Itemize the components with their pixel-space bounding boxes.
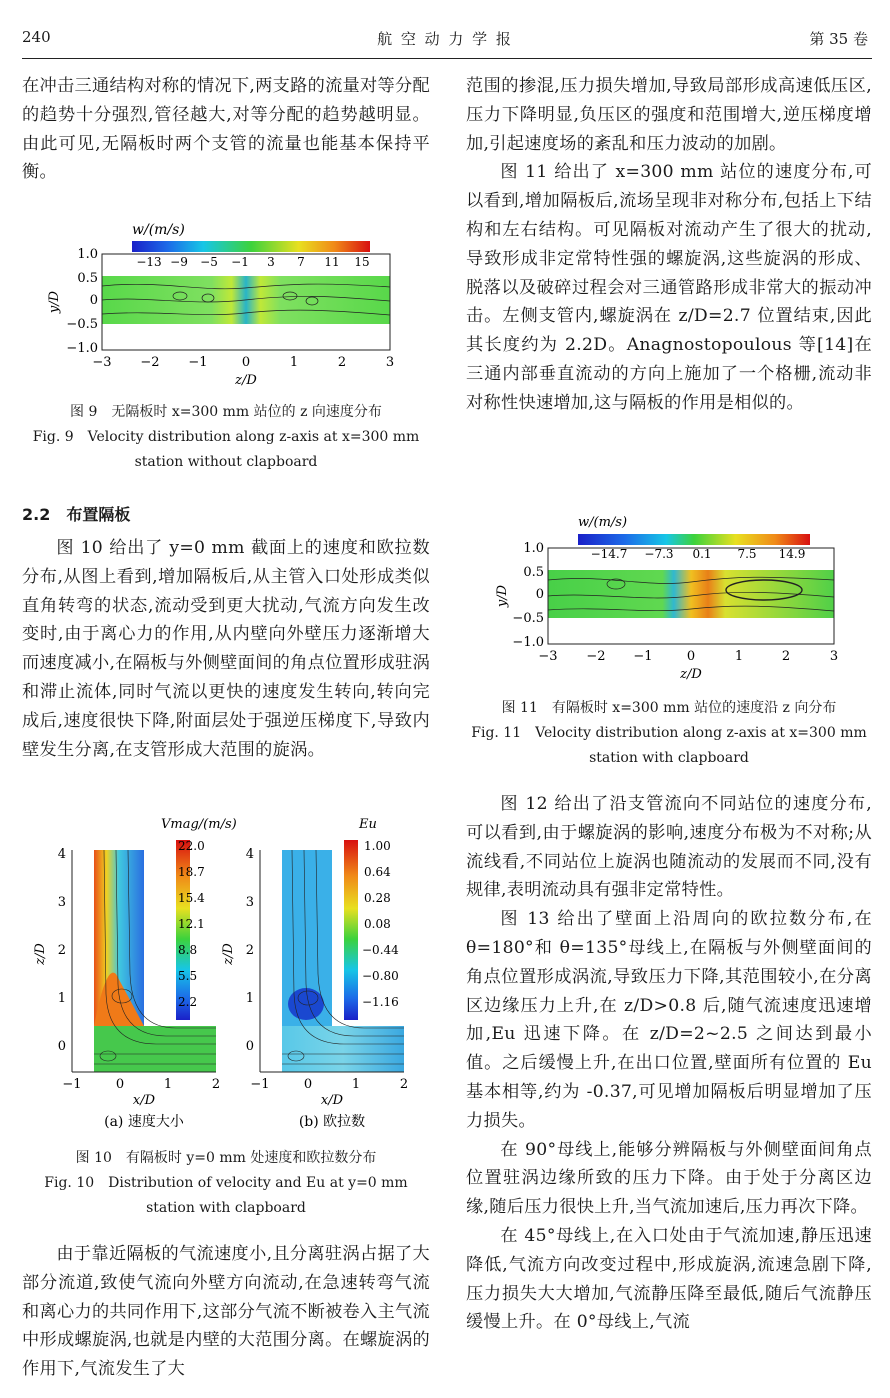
fig11-y-ticks (512, 541, 544, 650)
fig9-x-tick: −2 (140, 355, 160, 370)
fig9-cb-tick: −13 (136, 255, 162, 269)
fig11-cb-tick: 7.5 (737, 547, 757, 561)
fig11-x-tick: −1 (633, 649, 653, 664)
fig10a-cb-tick: 18.7 (178, 865, 205, 879)
fig11-caption-en2: station with clapboard (589, 750, 749, 766)
right-para-2: 图 11 给出了 x=300 mm 站位的速度分布,可以看到,增加隔板后,流场呈现非对称分布,包括上下结构和左右结构。可见隔板对流动产生了很大的扰动,导致形成非定常特性强的螺旋涡,这些旋涡的形成、脱落以及破碎过程会对三通管路形成非常大的振动冲击。左侧支管内,螺旋涡在 z/D=2.7 位置结束,因此其长度约为 2.2D。Anagnostopoulous 等[14]在三通内部垂直流动的方向上施加了一个格栅,流动非对称性快速增加,这与隔板的作用是相似的。 (466, 162, 872, 413)
fig9-cb-tick: 7 (297, 255, 305, 269)
figure-11 (496, 510, 846, 682)
fig11-colorbar-ticks (591, 547, 806, 561)
fig11-y-tick: −1.0 (512, 635, 544, 650)
fig11-caption-en1: Fig. 11 Velocity distribution along z-axis at x=300 mm (471, 725, 867, 741)
fig11-x-tick: −2 (586, 649, 606, 664)
fig10-caption (22, 1146, 430, 1221)
right-para-1: 范围的掺混,压力损失增加,导致局部形成高速低压区,压力下降明显,负压区的强度和范围增大,逆压梯度增加,引起速度场的紊乱和压力波动的加剧。 (466, 76, 872, 154)
fig10a-x-tick: −1 (62, 1077, 82, 1092)
fig9-caption-en2: station without clapboard (134, 454, 318, 470)
fig10a-x-ticks (62, 1077, 220, 1092)
fig9-y-tick: −0.5 (66, 317, 98, 332)
right-para-5: 在 90°母线上,能够分辨隔板与外侧壁面间角点位置驻涡边缘所致的压力下降。由于处于分离区边缘,随后压力很快上升,当气流加速后,压力再次下降。 (466, 1139, 872, 1218)
page-number: 240 (22, 28, 51, 46)
fig10b-cb-tick: −1.16 (362, 995, 399, 1009)
fig11-colorbar (578, 534, 810, 545)
fig10b-x-tick: 2 (399, 1077, 409, 1092)
fig11-caption-cn: 图 11 有隔板时 x=300 mm 站位的速度沿 z 向分布 (501, 700, 837, 716)
fig10b-cb-tick: 0.08 (364, 917, 391, 931)
fig10b-colorbar-ticks (362, 839, 399, 1009)
fig10a-y-ticks (58, 847, 66, 1054)
fig10a-x-tick: 1 (163, 1077, 173, 1092)
fig10-caption-en1: Fig. 10 Distribution of velocity and Eu at y=0 mm (44, 1175, 408, 1191)
fig11-caption (466, 696, 872, 771)
fig11-y-tick: 0.5 (523, 565, 544, 580)
fig10b-cb-tick: 1.00 (364, 839, 391, 853)
fig10b-x-ticks (250, 1077, 408, 1092)
fig9-x-ticks (92, 355, 394, 370)
fig10b-colorbar-title: Eu (359, 817, 377, 832)
fig10a-y-tick: 4 (57, 847, 66, 862)
fig11-y-tick: −0.5 (512, 611, 544, 626)
fig9-cb-tick: 15 (354, 255, 370, 269)
fig11-x-tick: 0 (686, 649, 696, 664)
fig9-colorbar-ticks (136, 255, 369, 269)
fig10b-y-tick: 4 (245, 847, 254, 862)
right-para-4: 图 13 给出了壁面上沿周向的欧拉数分布,在 θ=180°和 θ=135°母线上,在隔板与外侧壁面间的角点位置形成涡流,导致压力下降,其范围较小,在分离区边缘压力上升,在 z/D>0.8 后,随气流速度迅速增加,Eu 迅速下降。在 z/D=2~2.5 之间达到最小值。之后缓慢上升,在出口位置,壁面所有位置的 Eu 基本相等,约为 -0.37,可见增加隔板后明显增加了压力损失。 (466, 909, 872, 1131)
fig11-y-tick: 0 (535, 587, 544, 602)
fig10b-y-tick: 2 (245, 943, 254, 958)
fig10a-sublabel: (a) 速度大小 (104, 1114, 184, 1130)
fig10a-xlabel: x/D (132, 1093, 156, 1108)
fig9-x-tick: 3 (385, 355, 395, 370)
fig10a-y-tick: 1 (57, 991, 66, 1006)
fig9-cb-tick: 11 (324, 255, 340, 269)
fig10a-y-tick: 0 (57, 1039, 66, 1054)
fig10a-cb-tick: 22.0 (178, 839, 205, 853)
fig10b-y-tick: 3 (245, 895, 254, 910)
right-text-upper (466, 72, 872, 418)
fig9-caption (22, 400, 430, 475)
fig10-caption-en2: station with clapboard (146, 1200, 306, 1216)
fig11-cb-tick: −7.3 (644, 547, 674, 561)
fig9-y-tick: 0.5 (77, 271, 98, 286)
fig10a-cb-tick: 8.8 (178, 943, 198, 957)
section-heading: 2.2 布置隔板 (22, 505, 131, 524)
fig10b-colorbar (344, 840, 358, 1020)
fig11-y-tick: 1.0 (523, 541, 544, 556)
fig9-y-tick: 0 (89, 293, 98, 308)
fig10b-low-pressure (288, 988, 324, 1020)
fig10b-ylabel: z/D (221, 943, 236, 965)
fig10b-y-tick: 1 (245, 991, 254, 1006)
fig10a-main (94, 1026, 216, 1072)
fig9-cb-tick: 3 (267, 255, 275, 269)
fig11-x-tick: 1 (734, 649, 744, 664)
fig11-xlabel: z/D (680, 667, 702, 682)
fig9-y-tick: 1.0 (77, 247, 98, 262)
fig9-xlabel: z/D (235, 373, 257, 388)
fig9-ylabel: y/D (47, 290, 62, 314)
fig10b-x-tick: 1 (351, 1077, 361, 1092)
fig9-colorbar-title: w/(m/s) (132, 222, 185, 238)
header-rule (22, 58, 872, 59)
fig10b-y-ticks (246, 847, 254, 1054)
fig10b-sublabel: (b) 欧拉数 (298, 1114, 366, 1130)
fig9-caption-cn: 图 9 无隔板时 x=300 mm 站位的 z 向速度分布 (70, 404, 382, 420)
fig10b-xlabel: x/D (320, 1093, 344, 1108)
fig9-cb-tick: −5 (200, 255, 218, 269)
fig11-cb-tick: 0.1 (692, 547, 712, 561)
fig9-cb-tick: −1 (231, 255, 249, 269)
right-text-lower (466, 790, 872, 1337)
left-para-3: 由于靠近隔板的气流速度小,且分离驻涡占据了大部分流道,致使气流向外壁方向流动,在急速转弯气流和离心力的共同作用下,这部分气流不断被卷入主气流中形成螺旋涡,也就是内壁的大范围分离。在螺旋涡的作用下,气流发生了大 (22, 1244, 430, 1380)
fig10a-colorbar-title: Vmag/(m/s) (161, 817, 237, 832)
fig10b-cb-tick: 0.28 (364, 891, 391, 905)
fig10a-ylabel: z/D (33, 943, 48, 965)
fig10-caption-cn: 图 10 有隔板时 y=0 mm 处速度和欧拉数分布 (75, 1150, 377, 1166)
figure-10 (33, 814, 426, 1134)
fig9-x-tick: 2 (337, 355, 347, 370)
fig9-x-tick: 0 (241, 355, 251, 370)
left-para-1: 在冲击三通结构对称的情况下,两支路的流量对等分配的趋势十分强烈,管径越大,对等分配的趋势越明显。由此可见,无隔板时两个支管的流量也能基本保持平衡。 (22, 76, 430, 183)
fig9-x-tick: −1 (188, 355, 208, 370)
fig11-x-tick: 2 (781, 649, 791, 664)
right-para-6: 在 45°母线上,在入口处由于气流加速,静压迅速降低,气流方向改变过程中,形成旋涡,流速急剧下降,压力损失大大增加,气流静压降至最低,随后气流静压缓慢上升。在 0°母线上,气流 (466, 1225, 872, 1333)
fig9-x-tick: 1 (289, 355, 299, 370)
fig9-cb-tick: −9 (170, 255, 188, 269)
left-para-2: 图 10 给出了 y=0 mm 截面上的速度和欧拉数分布,从图上看到,增加隔板后,从主管入口处形成类似直角转弯的状态,流动受到更大扰动,气流方向发生改变时,由于离心力的作用,从内壁向外壁压力逐渐增大而速度减小,在隔板与外侧壁面间的角点位置形成驻涡和滞止流体,同时气流以更快的速度发生转向,转向完成后,速度很快下降,附面层处于强逆压梯度下,导致内壁发生分离,在支管形成大范围的旋涡。 (22, 538, 430, 760)
fig9-caption-en1: Fig. 9 Velocity distribution along z-axis at x=300 mm (32, 429, 420, 445)
fig9-y-tick: −1.0 (66, 341, 98, 356)
fig10a-cb-tick: 12.1 (178, 917, 205, 931)
fig10a-x-tick: 2 (211, 1077, 221, 1092)
fig11-ylabel: y/D (495, 584, 510, 608)
fig10b-x-tick: −1 (250, 1077, 270, 1092)
fig11-cb-tick: −14.7 (590, 547, 628, 561)
fig11-x-tick: 3 (829, 649, 839, 664)
fig10a-cb-tick: 15.4 (178, 891, 205, 905)
fig10a-cb-tick: 5.5 (178, 969, 198, 983)
fig10b-x-tick: 0 (303, 1077, 313, 1092)
fig9-x-tick: −3 (92, 355, 112, 370)
fig11-x-ticks (538, 649, 838, 664)
fig9-colorbar (132, 241, 370, 252)
fig10b-cb-tick: −0.44 (362, 943, 399, 957)
figure-9 (40, 218, 410, 390)
fig10a-y-tick: 3 (57, 895, 66, 910)
volume-label: 第 35 卷 (809, 30, 868, 48)
fig10a-y-tick: 2 (57, 943, 66, 958)
fig11-colorbar-title: w/(m/s) (578, 515, 628, 530)
fig9-y-ticks (66, 247, 98, 356)
fig10b-main (282, 1026, 404, 1072)
fig10a-cb-tick: 2.2 (178, 995, 198, 1009)
fig10b-cb-tick: −0.80 (362, 969, 399, 983)
fig10b-cb-tick: 0.64 (364, 865, 391, 879)
fig10a-x-tick: 0 (115, 1077, 125, 1092)
fig11-x-tick: −3 (538, 649, 558, 664)
fig11-cb-tick: 14.9 (778, 547, 806, 561)
journal-title: 航 空 动 力 学 报 (377, 30, 513, 48)
right-para-3: 图 12 给出了沿支管流向不同站位的速度分布,可以看到,由于螺旋涡的影响,速度分布极为不对称;从流线看,不同站位上旋涡也随流动的发展而不同,没有规律,表明流动具有强非定常特性。 (466, 794, 872, 901)
fig10b-y-tick: 0 (245, 1039, 254, 1054)
